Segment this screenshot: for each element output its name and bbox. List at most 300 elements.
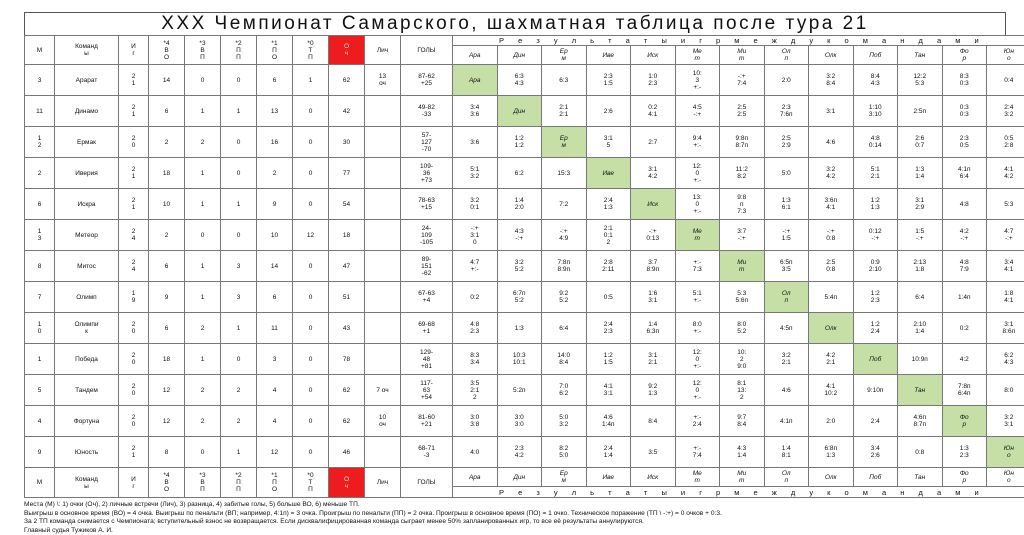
result-cell: 8:4 [631, 406, 676, 437]
cell-goly: 24- 109 -105 [401, 220, 453, 251]
cell-och: 42 [329, 96, 365, 127]
cell-tp: 0 [293, 344, 329, 375]
result-cell: 3:1 2:1 [631, 344, 676, 375]
result-cell: 10: 2 9:0 [720, 344, 765, 375]
cell-po: 4 [257, 375, 293, 406]
result-cell: 4:1 10:2 [809, 375, 854, 406]
cell-po: 13 [257, 96, 293, 127]
result-cell: 7:8п 6:4п [942, 375, 987, 406]
result-cell: 3:5 2:1 2 [453, 375, 498, 406]
result-cell: 8:0 +:- [675, 313, 720, 344]
cell-goly: 57- 127 -70 [401, 127, 453, 158]
column-abbr: Иве [586, 468, 631, 487]
result-cell: 3:1 4:2 [631, 158, 676, 189]
header-goals: ГОЛЫ [401, 36, 453, 65]
cell-m: 1 0 [25, 313, 55, 344]
result-cell: 3:4 3:6 [453, 96, 498, 127]
result-cell: 8:3 0:3 [942, 65, 987, 96]
cell-bo: 6 [149, 96, 185, 127]
result-cell: 4:8 0:14 [853, 127, 898, 158]
cell-m: 4 [25, 406, 55, 437]
cell-tp: 0 [293, 406, 329, 437]
result-cell: 1:6 3:1 [631, 282, 676, 313]
team-row [25, 313, 1024, 344]
header-games: И г [119, 36, 149, 65]
cell-bp: 0 [185, 65, 221, 96]
cell-games: 2 0 [119, 406, 149, 437]
column-abbr: Иск [631, 46, 676, 65]
result-cell: 8:1 13: 2 [720, 375, 765, 406]
result-cell: 2:5 2:5 [720, 96, 765, 127]
cell-goly: 117- 63 +54 [401, 375, 453, 406]
result-cell: 4:6п 8:7п [898, 406, 943, 437]
result-cell: 12:2 5:3 [898, 65, 943, 96]
team-row [25, 158, 1024, 189]
cell-pp: 0 [221, 65, 257, 96]
cell-goly: 78-63 +15 [401, 189, 453, 220]
result-cell: +:- 7:3 [675, 251, 720, 282]
cell-pp: 1 [221, 96, 257, 127]
cell-bo: 2 [149, 127, 185, 158]
cell-tp: 0 [293, 313, 329, 344]
header-lich: Лич [365, 36, 401, 65]
result-cell: 9:4 +:- [675, 127, 720, 158]
self-cell: Иск [631, 189, 676, 220]
column-abbr: Иве [586, 46, 631, 65]
cell-lich [365, 189, 401, 220]
team-name: Юность [55, 437, 119, 468]
result-cell: 2:8 2:11 [586, 251, 631, 282]
cell-bo: 8 [149, 437, 185, 468]
cell-och: 62 [329, 375, 365, 406]
result-cell: 1:3 6:1 [764, 189, 809, 220]
result-cell: 2:13 1:8 [898, 251, 943, 282]
cell-goly: 81-60 +21 [401, 406, 453, 437]
self-cell: Поб [853, 344, 898, 375]
self-cell: Иве [586, 158, 631, 189]
team-name: Иверия [55, 158, 119, 189]
cell-tp: 0 [293, 282, 329, 313]
note-line: Главный судья Тужиков А. И. [24, 527, 1006, 535]
cell-games: 2 0 [119, 375, 149, 406]
self-cell: Ара [453, 65, 498, 96]
column-abbr: Юн о [987, 468, 1024, 487]
team-name: Метеор [55, 220, 119, 251]
result-cell: 6:3 4:3 [497, 65, 542, 96]
result-cell: 2:0 [764, 65, 809, 96]
cell-games: 2 1 [119, 158, 149, 189]
cell-tp: 0 [293, 375, 329, 406]
cell-pp: 2 [221, 406, 257, 437]
cell-m: 1 2 [25, 127, 55, 158]
cell-tp: 0 [293, 127, 329, 158]
team-row [25, 406, 1024, 437]
cell-goly: 69-68 +1 [401, 313, 453, 344]
result-cell: 4:8 [942, 189, 987, 220]
result-cell: 7:8п 8:9п [542, 251, 587, 282]
result-cell: 3:2 4:2 [809, 158, 854, 189]
cell-games: 2 0 [119, 344, 149, 375]
column-abbr: Олк [809, 468, 854, 487]
result-cell: 2:5 2:9 [764, 127, 809, 158]
result-cell: 4:2 -:+ [942, 220, 987, 251]
result-cell: 3:1 2:9 [898, 189, 943, 220]
column-abbr: Фо р [942, 468, 987, 487]
result-cell: 2:3 7:6п [764, 96, 809, 127]
team-row [25, 96, 1024, 127]
result-cell: 5:0 [764, 158, 809, 189]
cell-bp: 1 [185, 96, 221, 127]
result-cell: 3:7 8:9п [631, 251, 676, 282]
result-cell: 9:7 8:4 [720, 406, 765, 437]
column-abbr: Ара [453, 468, 498, 487]
result-cell: 4:1 3:1 [586, 375, 631, 406]
result-cell: 4:1п 6:4 [942, 158, 987, 189]
cell-m: 9 [25, 437, 55, 468]
header-bp: *3 В П [185, 36, 221, 65]
result-cell: 5:1 2:1 [853, 158, 898, 189]
team-name: Ермак [55, 127, 119, 158]
cell-och: 62 [329, 65, 365, 96]
cell-lich [365, 282, 401, 313]
header-lich: Лич [365, 468, 401, 498]
result-cell: 5:0 3:2 [542, 406, 587, 437]
result-cell: 2:3 4:2 [497, 437, 542, 468]
result-cell: 8:0 5:2 [720, 313, 765, 344]
result-cell: 5:1 +:- [675, 282, 720, 313]
self-cell: Дин [497, 96, 542, 127]
result-cell: 5:4п [809, 282, 854, 313]
team-row [25, 344, 1024, 375]
cell-goly: 89- 151 -62 [401, 251, 453, 282]
result-cell: 2:6 0:7 [898, 127, 943, 158]
result-cell: 5:3 [987, 189, 1024, 220]
result-cell: 3:0 3:8 [453, 406, 498, 437]
cell-och: 54 [329, 189, 365, 220]
result-cell: 3:2 5:2 [497, 251, 542, 282]
column-abbr: Ми т [720, 468, 765, 487]
cell-och: 47 [329, 251, 365, 282]
team-name: Олимп [55, 282, 119, 313]
result-cell: 9:8п 8:7п [720, 127, 765, 158]
cell-bp: 2 [185, 127, 221, 158]
result-cell: 1:4п [942, 282, 987, 313]
header-po: *1 П О [257, 36, 293, 65]
cell-lich [365, 158, 401, 189]
result-cell: 9:8 п 7:3 [720, 189, 765, 220]
header-pp: *2 П П [221, 468, 257, 498]
result-cell: 4:5п [764, 313, 809, 344]
team-row [25, 189, 1024, 220]
result-cell: -:+ 7:4 [720, 65, 765, 96]
result-cell: 8:0 [987, 375, 1024, 406]
cell-bo: 6 [149, 251, 185, 282]
team-name: Победа [55, 344, 119, 375]
header-pp: *2 П П [221, 36, 257, 65]
cell-bp: 2 [185, 375, 221, 406]
result-cell: 4:8 7:9 [942, 251, 987, 282]
cell-och: 62 [329, 406, 365, 437]
header-results: Р е з у л ь т а т ы и г р м е ж д у к о м а н д а м и [453, 36, 1024, 46]
cell-och: 18 [329, 220, 365, 251]
result-cell: 2:10 1:4 [898, 313, 943, 344]
header-po: *1 П О [257, 468, 293, 498]
column-abbr: Дин [497, 468, 542, 487]
team-name: Динамо [55, 96, 119, 127]
cell-pp: 0 [221, 127, 257, 158]
result-cell: 2:5п [898, 96, 943, 127]
result-cell: 6:7п 5:2 [497, 282, 542, 313]
result-cell: 0:4 [987, 65, 1024, 96]
result-cell: +:- 7:4 [675, 437, 720, 468]
result-cell: -:+ 3:1 0 [453, 220, 498, 251]
cell-m: 1 [25, 344, 55, 375]
standings-body [25, 36, 1024, 498]
header-place: М [25, 468, 55, 498]
standings-sheet [24, 12, 1006, 535]
result-cell: 11:2 8:2 [720, 158, 765, 189]
cell-lich [365, 437, 401, 468]
bottom-header-row [25, 468, 1024, 487]
header-games: И г [119, 468, 149, 498]
cell-bp: 0 [185, 220, 221, 251]
result-cell: 0:12 -:+ [853, 220, 898, 251]
cell-tp: 1 [293, 65, 329, 96]
cell-pp: 0 [221, 220, 257, 251]
column-abbr: Ме т [675, 468, 720, 487]
result-cell: 4:3 1:4 [720, 437, 765, 468]
cell-games: 2 1 [119, 65, 149, 96]
result-cell: 9:2 1:3 [631, 375, 676, 406]
result-cell: 2:6 [586, 96, 631, 127]
header-results: Р е з у л ь т а т ы и г р м е ж д у к о м а н д а м и [453, 487, 1024, 498]
header-team: Команд ы [55, 468, 119, 498]
result-cell: -:+ 0:8 [809, 220, 854, 251]
team-name: Олимпи к [55, 313, 119, 344]
cell-lich [365, 127, 401, 158]
result-cell: 12: 0 +:- [675, 158, 720, 189]
result-cell: -:+ 0:13 [631, 220, 676, 251]
cell-tp: 0 [293, 251, 329, 282]
cell-tp: 0 [293, 96, 329, 127]
team-name: Арарат [55, 65, 119, 96]
column-abbr: Поб [853, 46, 898, 65]
result-cell: 3:1 5 [586, 127, 631, 158]
column-abbr: Иск [631, 468, 676, 487]
result-cell: 6:8п 1:3 [809, 437, 854, 468]
header-team: Команд ы [55, 36, 119, 65]
column-abbr: Ми т [720, 46, 765, 65]
cell-goly: 87-62 +25 [401, 65, 453, 96]
result-cell: 1:3 2:3 [942, 437, 987, 468]
cell-po: 12 [257, 437, 293, 468]
team-row [25, 375, 1024, 406]
result-cell: 3:4 2:6 [853, 437, 898, 468]
cell-goly: 109- 36 +73 [401, 158, 453, 189]
cell-m: 1 3 [25, 220, 55, 251]
cell-po: 9 [257, 189, 293, 220]
cell-bp: 1 [185, 282, 221, 313]
self-cell: Ер м [542, 127, 587, 158]
result-cell: 3:1 [809, 96, 854, 127]
cell-m: 2 [25, 158, 55, 189]
result-cell: 3:6п 4:1 [809, 189, 854, 220]
result-cell: 2:7 [631, 127, 676, 158]
result-cell: 7:0 6:2 [542, 375, 587, 406]
result-cell: 1:4 6:3п [631, 313, 676, 344]
result-cell: 4:5 -:+ [675, 96, 720, 127]
cell-lich [365, 96, 401, 127]
result-cell: 4:6 [809, 127, 854, 158]
result-cell: 2:4 2:3 [586, 313, 631, 344]
result-cell: 1:4 2:0 [497, 189, 542, 220]
cell-lich: 10 оч [365, 406, 401, 437]
result-cell: 6:2 [497, 158, 542, 189]
cell-m: 11 [25, 96, 55, 127]
self-cell: Ме т [675, 220, 720, 251]
result-cell: 2:3 1:5 [586, 65, 631, 96]
result-cell: 6:2 4:3 [987, 344, 1024, 375]
header-bo: *4 В О [149, 36, 185, 65]
cell-tp: 0 [293, 158, 329, 189]
result-cell: 3:2 3:1 [987, 406, 1024, 437]
header-tp: *0 Т П [293, 468, 329, 498]
result-cell: 3:6 [453, 127, 498, 158]
cell-pp: 1 [221, 313, 257, 344]
result-cell: 4:1п [764, 406, 809, 437]
column-abbr: Поб [853, 468, 898, 487]
team-row [25, 437, 1024, 468]
result-cell: 0:5 2:8 [987, 127, 1024, 158]
result-cell: 0:5 [586, 282, 631, 313]
standings-table [24, 35, 1024, 498]
column-abbr: Юн о [987, 46, 1024, 65]
cell-po: 6 [257, 65, 293, 96]
cell-bp: 2 [185, 313, 221, 344]
team-row [25, 65, 1024, 96]
result-cell: 4:8 2:3 [453, 313, 498, 344]
cell-tp: 12 [293, 220, 329, 251]
cell-bp: 0 [185, 437, 221, 468]
cell-och: 43 [329, 313, 365, 344]
result-cell: 3:1 8:6п [987, 313, 1024, 344]
cell-lich: 7 оч [365, 375, 401, 406]
cell-games: 2 0 [119, 313, 149, 344]
result-cell: 0:2 [453, 282, 498, 313]
cell-bo: 9 [149, 282, 185, 313]
result-cell: 2:0 [809, 406, 854, 437]
result-cell: 2:4 [853, 406, 898, 437]
result-cell: 4:0 [453, 437, 498, 468]
cell-goly: 67-63 +4 [401, 282, 453, 313]
result-cell: 1:2 2:4 [853, 313, 898, 344]
cell-po: 10 [257, 220, 293, 251]
result-cell: 4:6 [764, 375, 809, 406]
result-cell: 5:3 5:6п [720, 282, 765, 313]
header-points: О ч [329, 468, 365, 498]
cell-games: 2 1 [119, 96, 149, 127]
cell-m: 8 [25, 251, 55, 282]
result-cell: 1:5 -:+ [898, 220, 943, 251]
result-cell: 3:7 -:+ [720, 220, 765, 251]
cell-bo: 12 [149, 406, 185, 437]
column-abbr: Ме т [675, 46, 720, 65]
cell-po: 4 [257, 406, 293, 437]
result-cell: 0:8 [898, 437, 943, 468]
cell-lich [365, 220, 401, 251]
cell-games: 2 4 [119, 220, 149, 251]
result-cell: 10: 3 +:- [675, 65, 720, 96]
result-cell: 8:3 3:4 [453, 344, 498, 375]
result-cell: 0:2 4:1 [631, 96, 676, 127]
team-row [25, 251, 1024, 282]
column-abbr: Олк [809, 46, 854, 65]
result-cell: 7:2 [542, 189, 587, 220]
result-cell: 0:2 [942, 313, 987, 344]
result-cell: 1:2 1:5 [586, 344, 631, 375]
header-points: О ч [329, 36, 365, 65]
result-cell: 1:4 8:1 [764, 437, 809, 468]
result-cell: 4:3 -:+ [497, 220, 542, 251]
result-cell: 1:8 4:1 [987, 282, 1024, 313]
header-bp: *3 В П [185, 468, 221, 498]
page-title: XXX Чемпионат Самарского, шахматная таблица после тура 21 [24, 12, 1006, 35]
result-cell: 4:7 -:+ [987, 220, 1024, 251]
result-cell: 9:10п [853, 375, 898, 406]
cell-m: 3 [25, 65, 55, 96]
result-cell: 1:3 1:4 [898, 158, 943, 189]
cell-pp: 3 [221, 282, 257, 313]
result-cell: 1:0 2:3 [631, 65, 676, 96]
cell-po: 16 [257, 127, 293, 158]
column-abbr: Тан [898, 46, 943, 65]
cell-lich: 13 оч [365, 65, 401, 96]
team-row [25, 220, 1024, 251]
result-cell: 4:6 1:4п [586, 406, 631, 437]
cell-po: 6 [257, 282, 293, 313]
top-header-row [25, 36, 1024, 46]
cell-bp: 1 [185, 189, 221, 220]
result-cell: 1:2 1:2 [497, 127, 542, 158]
result-cell: 2:4 1:3 [586, 189, 631, 220]
column-abbr: Тан [898, 468, 943, 487]
result-cell: 3:2 2:1 [764, 344, 809, 375]
result-cell: 6:3 [542, 65, 587, 96]
cell-bp: 1 [185, 158, 221, 189]
column-abbr: Дин [497, 46, 542, 65]
result-cell: -:+ 1:5 [764, 220, 809, 251]
note-line: За 2 ТП команда снимается с Чемпионата; вступительный взнос не возвращается. Если дисквалифицированная команда сыграет менее 50% запланированных игр, то все её результаты аннулируются. [24, 518, 1006, 527]
cell-pp: 1 [221, 437, 257, 468]
result-cell: -:+ 4:9 [542, 220, 587, 251]
cell-bo: 14 [149, 65, 185, 96]
cell-bo: 18 [149, 158, 185, 189]
result-cell: 3:5 [631, 437, 676, 468]
cell-och: 46 [329, 437, 365, 468]
result-cell: 4:1 4:2 [987, 158, 1024, 189]
column-abbr: Ер м [542, 46, 587, 65]
result-cell: 4:7 +:- [453, 251, 498, 282]
result-cell: 1:2 2:3 [853, 282, 898, 313]
cell-lich [365, 313, 401, 344]
note-line: Места (М) \: 1) очки (Оч), 2) личные встречи (Лич), 3) разница, 4) забитые голы, 5) больше ВО, 6) меньше ТП. [24, 501, 1006, 510]
result-cell: 1:3 [497, 313, 542, 344]
cell-games: 1 9 [119, 282, 149, 313]
result-cell: 13: 0 +:- [675, 189, 720, 220]
self-cell: Олк [809, 313, 854, 344]
cell-bp: 1 [185, 344, 221, 375]
result-cell: 2:1 2:1 [542, 96, 587, 127]
